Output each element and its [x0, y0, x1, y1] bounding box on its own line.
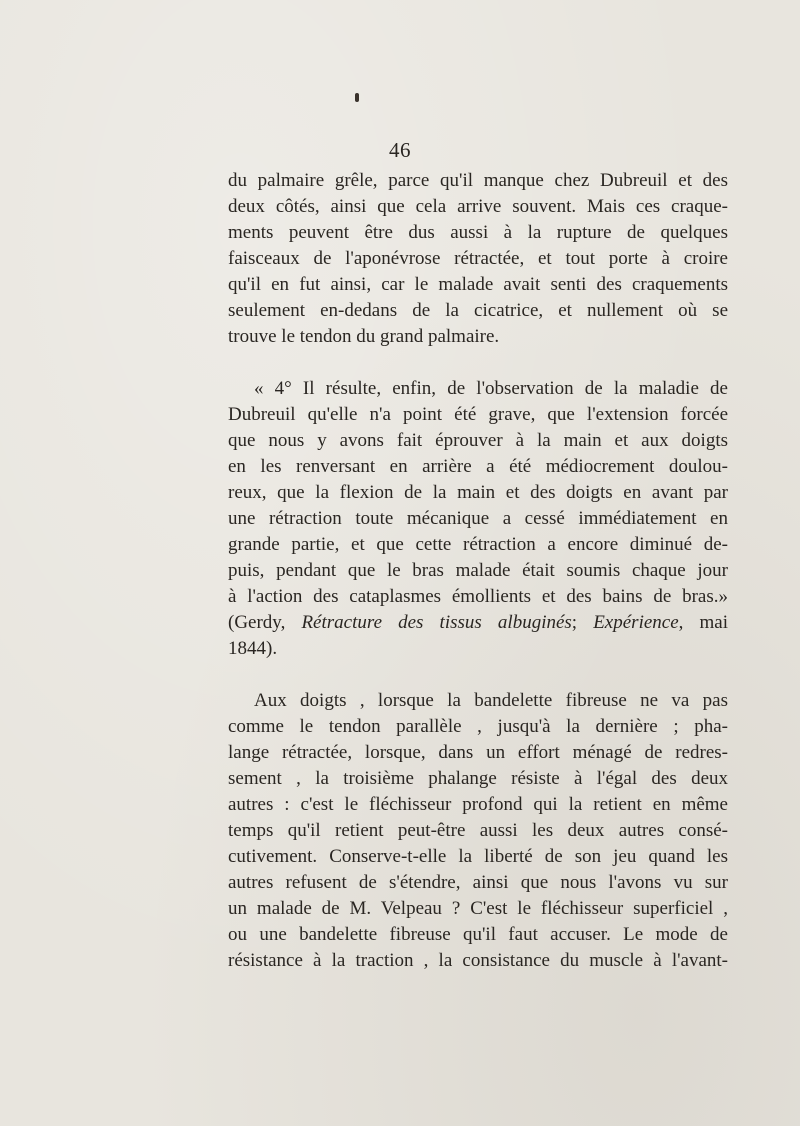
- text-line: du palmaire grêle, parce qu'il manque chez Dubreuil et des: [228, 170, 728, 191]
- text-line: « 4° Il résulte, enfin, de l'observation de la maladie de: [254, 378, 728, 399]
- text-line: reux, que la flexion de la main et des doigts en avant par: [228, 482, 728, 503]
- citation-date: , mai: [678, 612, 729, 633]
- text-line: un malade de M. Velpeau ? C'est le fléchisseur superficiel ,: [228, 898, 728, 919]
- text-line: en les renversant en arrière a été médiocrement doulou-: [228, 456, 728, 477]
- citation-source: Expérience: [593, 612, 679, 633]
- text-line: temps qu'il retient peut-être aussi les deux autres consé-: [228, 820, 728, 841]
- text-line: résistance à la traction , la consistance du muscle à l'avant-: [228, 950, 728, 971]
- text-line: Aux doigts , lorsque la bandelette fibreuse ne va pas: [254, 690, 728, 711]
- ink-mark: [355, 93, 359, 102]
- text-line: une rétraction toute mécanique a cessé immédiatement en: [228, 508, 728, 529]
- page-number: 46: [389, 138, 411, 162]
- paragraph-3: [228, 688, 728, 974]
- citation-line: [228, 610, 728, 636]
- paragraph-1: [228, 168, 728, 350]
- citation-open: (Gerdy,: [228, 612, 302, 633]
- text-line: cutivement. Conserve-t-elle la liberté de son jeu quand les: [228, 846, 728, 867]
- paragraph-2: [228, 376, 728, 662]
- text-line: faisceaux de l'aponévrose rétractée, et tout porte à croire: [228, 248, 728, 269]
- text-line: à l'action des cataplasmes émollients et des bains de bras.»: [228, 586, 728, 607]
- text-line: seulement en-dedans de la cicatrice, et nullement où se: [228, 300, 728, 321]
- text-line: trouve le tendon du grand palmaire.: [228, 326, 500, 347]
- citation-separator: ;: [571, 612, 594, 633]
- text-line: ou une bandelette fibreuse qu'il faut accuser. Le mode de: [228, 924, 728, 945]
- text-line: deux côtés, ainsi que cela arrive souvent. Mais ces craque-: [228, 196, 728, 217]
- text-line: grande partie, et que cette rétraction a encore diminué de-: [228, 534, 728, 555]
- text-line: lange rétractée, lorsque, dans un effort ménagé de redres-: [228, 742, 728, 763]
- text-line: Dubreuil qu'elle n'a point été grave, que l'extension forcée: [228, 404, 728, 425]
- citation-title: Rétracture des tissus albuginés: [301, 612, 572, 633]
- text-line: qu'il en fut ainsi, car le malade avait senti des craquements: [228, 274, 728, 295]
- citation-year: 1844).: [228, 638, 278, 659]
- text-line: ments peuvent être dus aussi à la rupture de quelques: [228, 222, 728, 243]
- text-line: puis, pendant que le bras malade était soumis chaque jour: [228, 560, 728, 581]
- text-line: que nous y avons fait éprouver à la main et aux doigts: [228, 430, 728, 451]
- text-line: autres refusent de s'étendre, ainsi que nous l'avons vu sur: [228, 872, 728, 893]
- text-line: comme le tendon parallèle , jusqu'à la dernière ; pha-: [228, 716, 728, 737]
- text-line: sement , la troisième phalange résiste à l'égal des deux: [228, 768, 728, 789]
- text-line: autres : c'est le fléchisseur profond qui la retient en même: [228, 794, 728, 815]
